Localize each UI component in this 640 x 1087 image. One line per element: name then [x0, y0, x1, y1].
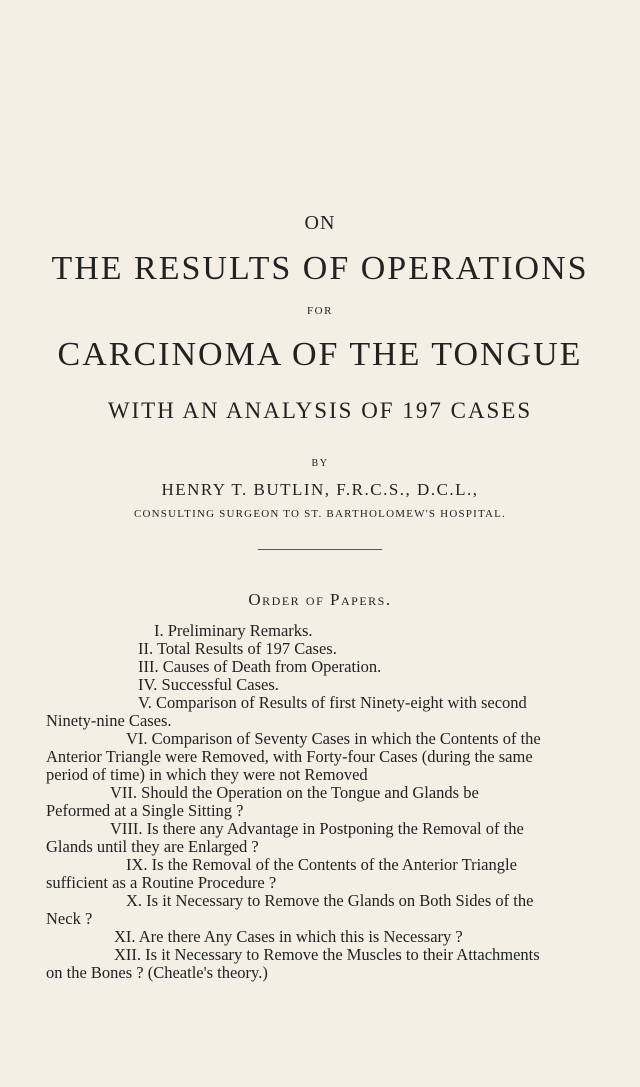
- list-item: I. Preliminary Remarks.: [154, 621, 313, 640]
- analysis-line: WITH AN ANALYSIS OF 197 CASES: [107, 398, 533, 423]
- divider-rule: [258, 549, 382, 550]
- list-item: VII. Should the Operation on the Tongue and Glands be Peformed at a Single Sitting ?: [46, 783, 479, 820]
- list-item: II. Total Results of 197 Cases.: [138, 639, 337, 658]
- heading-on: ON: [304, 212, 336, 234]
- page-subtitle: CARCINOMA OF THE TONGUE: [57, 336, 583, 373]
- list-item: VI. Comparison of Seventy Cases in which the Contents of the Anterior Triangle were Removed, with Forty-four Cases (during the same period of time) in which they were not Removed: [46, 729, 541, 784]
- author-position: CONSULTING SURGEON TO ST. BARTHOLOMEW'S HOSPITAL.: [133, 508, 507, 520]
- order-heading: Order of Papers.: [248, 590, 392, 609]
- author-name: HENRY T. BUTLIN, F.R.C.S., D.C.L.,: [161, 480, 479, 499]
- list-item: VIII. Is there any Advantage in Postponing the Removal of the Glands until they are Enlarged ?: [46, 819, 524, 856]
- list-item: X. Is it Necessary to Remove the Glands on Both Sides of the Neck ?: [46, 891, 534, 928]
- list-item: XII. Is it Necessary to Remove the Muscles to their Attachments on the Bones ? (Cheatle's theory.): [46, 945, 540, 982]
- heading-for: FOR: [307, 305, 333, 317]
- list-item: IV. Successful Cases.: [138, 675, 279, 694]
- order-list: [46, 622, 546, 982]
- list-item: IX. Is the Removal of the Contents of the Anterior Triangle sufficient as a Routine Procedure ?: [46, 855, 517, 892]
- list-item: V. Comparison of Results of first Ninety-eight with second Ninety-nine Cases.: [46, 693, 527, 730]
- byline-by: BY: [311, 458, 329, 469]
- page-title: THE RESULTS OF OPERATIONS: [51, 250, 589, 287]
- list-item: III. Causes of Death from Operation.: [138, 657, 382, 676]
- list-item: XI. Are there Any Cases in which this is Necessary ?: [114, 927, 463, 946]
